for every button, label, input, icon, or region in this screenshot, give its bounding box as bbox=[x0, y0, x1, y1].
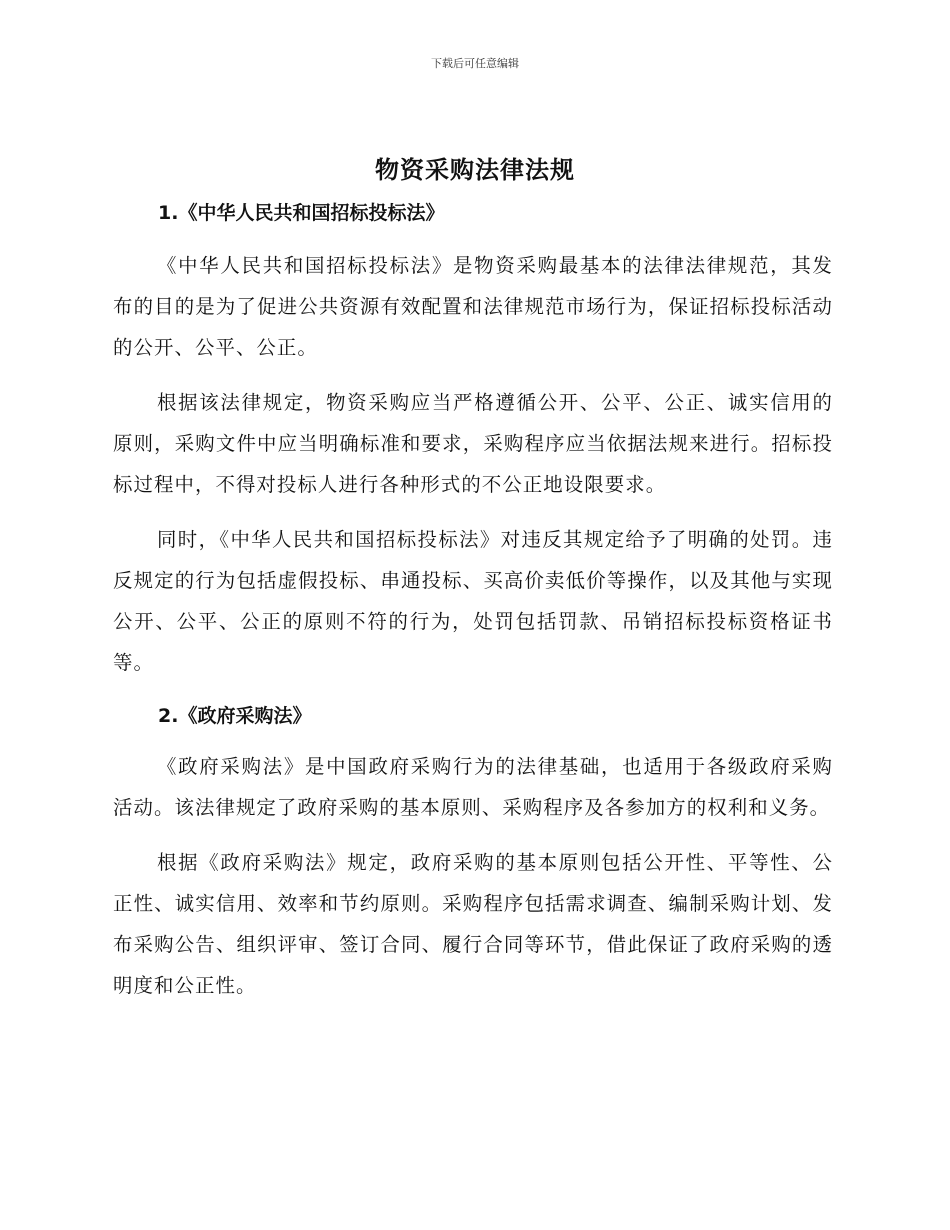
paragraph-2-2: 根据《政府采购法》规定，政府采购的基本原则包括公开性、平等性、公正性、诚实信用、效率和节约原则。采购程序包括需求调查、编制采购计划、发布采购公告、组织评审、签订合同、履行合同等环节，借此保证了政府采购的透明度和公正性。 bbox=[113, 851, 833, 997]
section-heading-1: 1.《中华人民共和国招标投标法》 bbox=[158, 202, 445, 224]
section-heading-2: 2.《政府采购法》 bbox=[158, 705, 312, 727]
document-body bbox=[113, 196, 833, 1006]
paragraph-1-1: 《中华人民共和国招标投标法》是物资采购最基本的法律法律规范，其发布的目的是为了促进公共资源有效配置和法律规范市场行为，保证招标投标活动的公开、公平、公正。 bbox=[113, 254, 833, 359]
page-header-note: 下载后可任意编辑 bbox=[431, 57, 519, 70]
document-title: 物资采购法律法规 bbox=[375, 156, 575, 184]
paragraph-2-1: 《政府采购法》是中国政府采购行为的法律基础，也适用于各级政府采购活动。该法律规定了政府采购的基本原则、采购程序及各参加方的权利和义务。 bbox=[113, 755, 833, 819]
paragraph-1-2: 根据该法律规定，物资采购应当严格遵循公开、公平、公正、诚实信用的原则，采购文件中应当明确标准和要求，采购程序应当依据法规来进行。招标投标过程中，不得对投标人进行各种形式的不公正地设限要求。 bbox=[113, 391, 833, 496]
paragraph-1-3: 同时，《中华人民共和国招标投标法》对违反其规定给予了明确的处罚。违反规定的行为包括虚假投标、串通投标、买高价卖低价等操作，以及其他与实现公开、公平、公正的原则不符的行为，处罚包括罚款、吊销招标投标资格证书等。 bbox=[113, 528, 833, 674]
